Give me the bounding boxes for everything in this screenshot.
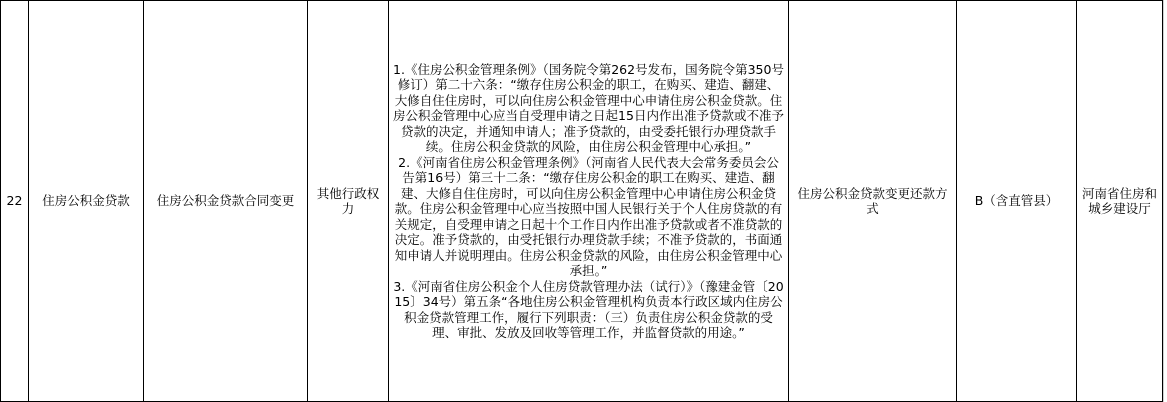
sheet-gridline: [1163, 0, 1167, 402]
row-number-cell[interactable]: 22: [1, 1, 29, 402]
department-cell[interactable]: 河南省住房和城乡建设厅: [1077, 1, 1163, 402]
legal-basis-item-1: 1.《住房公积金管理条例》（国务院令第262号发布，国务院令第350号修订）第二十六条：“缴存住房公积金的职工，在购买、建造、翻建、大修自住住房时，可以向住房公积金管理中心申请住房公积金贷款。住房公积金管理中心应当自受理申请之日起15日内作出准予贷款或不准予贷款的决定，并通知申请人；准予贷款的，由受委托银行办理贷款手续。住房公积金贷款的风险，由住房公积金管理中心承担。”: [393, 61, 784, 154]
item-name-cell[interactable]: 住房公积金贷款合同变更: [144, 1, 308, 402]
legal-basis-cell[interactable]: [389, 1, 789, 402]
legal-basis-item-3: 3.《河南省住房公积金个人住房贷款管理办法（试行）》（豫建金管〔2015〕34号）第五条“各地住房公积金管理机构负责本行政区域内住房公积金贷款管理工作，履行下列职责：（三）负责住房公积金贷款的受理、审批、发放及回收等管理工作，并监督贷款的用途。”: [393, 278, 784, 340]
category-cell[interactable]: 住房公积金贷款: [29, 1, 144, 402]
power-type-cell[interactable]: 其他行政权力: [308, 1, 389, 402]
legal-basis-item-2: 2.《河南省住房公积金管理条例》（河南省人民代表大会常务委员会公告第16号）第三十二条：“缴存住房公积金的职工在购买、建造、翻建、大修自住住房时，可以向住房公积金管理中心申请住房公积金贷款。住房公积金管理中心应当按照中国人民银行关于个人住房贷款的有关规定，自受理申请之日起十个工作日内作出准予贷款或者不准贷款的决定。准予贷款的，由受托银行办理贷款手续；不准予贷款的，书面通知申请人并说明理由。住房公积金贷款的风险，由住房公积金管理中心承担。”: [394, 154, 783, 278]
table-row: [1, 1, 1163, 402]
sub-item-cell[interactable]: 住房公积金贷款变更还款方式: [789, 1, 957, 402]
level-cell[interactable]: B（含直管县）: [957, 1, 1077, 402]
